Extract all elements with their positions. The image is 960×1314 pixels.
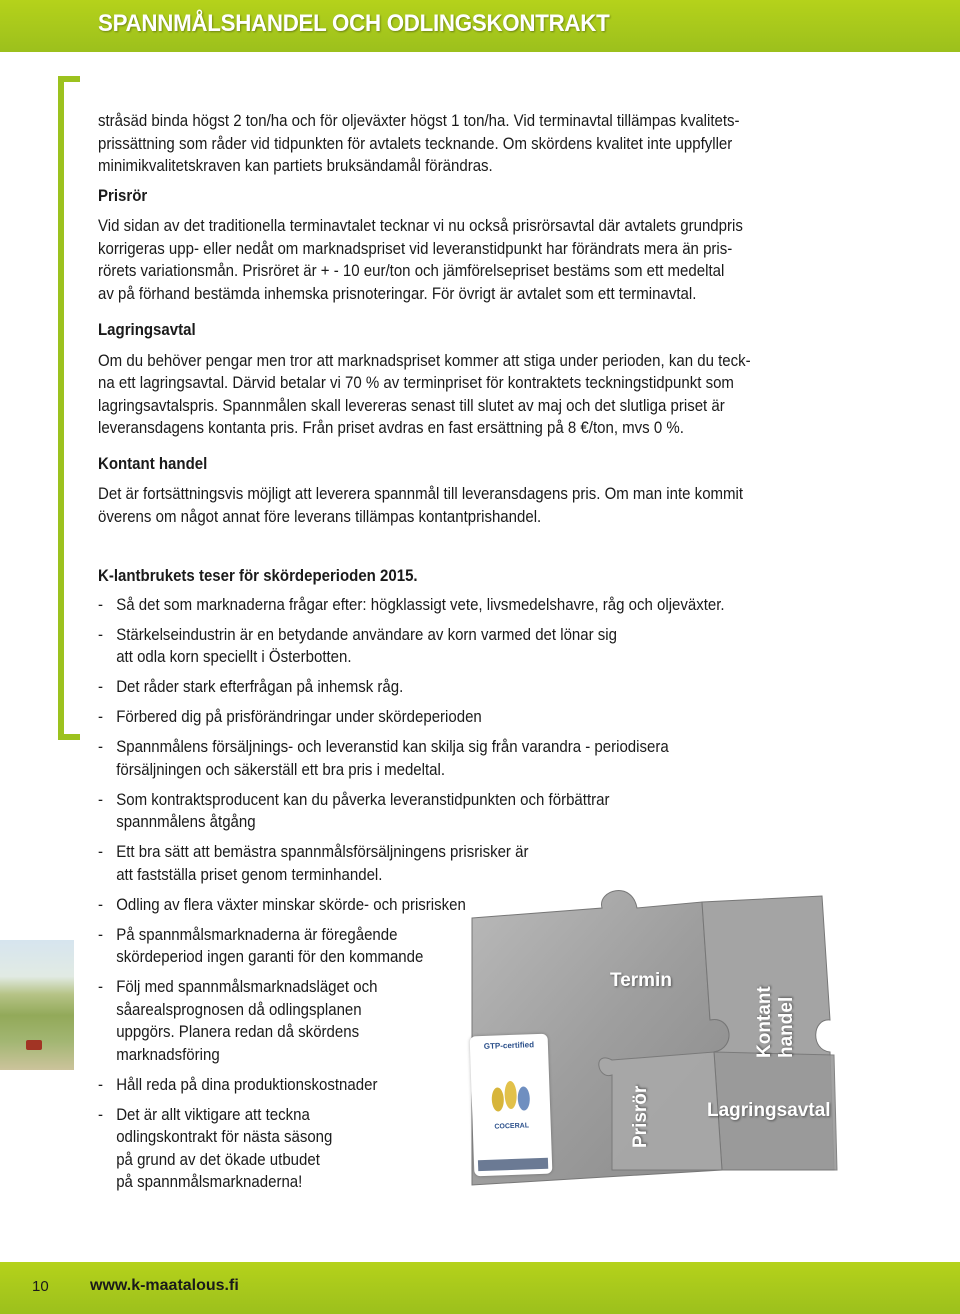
field-photo xyxy=(0,940,74,1070)
intro-line: stråsäd binda högst 2 ton/ha och för oljeväxter högst 1 ton/ha. Vid terminavtal tillämpas kvalitets- xyxy=(98,112,740,130)
list-item xyxy=(98,976,471,1066)
intro-line: minimikvalitetskraven kan partiets bruksändamål förändras. xyxy=(98,157,493,175)
puzzle-label-termin: Termin xyxy=(610,970,672,991)
list-item-text: uppgörs. Planera redan då skördens xyxy=(116,1023,360,1041)
lagringsavtal-line: Om du behöver pengar men tror att marknadspriset kommer att stiga under perioden, kan du teck- xyxy=(98,351,751,370)
list-item-text: Förbered dig på prisförändringar under skördeperioden xyxy=(116,708,482,726)
footer-website-link[interactable]: www.k-maatalous.fi xyxy=(90,1277,239,1294)
section-heading-lagringsavtal: Lagringsavtal xyxy=(98,321,196,339)
dash-marker: - xyxy=(98,790,104,809)
list-item xyxy=(98,736,790,781)
intro-line: prissättning som råder vid tidpunkten för avtalets tecknande. Om skördens kvalitet inte uppfyller xyxy=(98,134,733,153)
list-item xyxy=(98,676,790,699)
page-footer xyxy=(0,1262,960,1314)
certificate-card xyxy=(470,1034,553,1177)
list-item-text: Som kontraktsproducent kan du påverka leveranstidpunkten och förbättrar xyxy=(116,790,610,809)
kontant-line: Det är fortsättningsvis möjligt att leverera spannmål till leveransdagens pris. Om man inte kommit xyxy=(98,485,744,503)
tractor-image xyxy=(26,1040,42,1050)
list-item-text: Det råder stark efterfrågan på inhemsk råg. xyxy=(116,678,404,696)
list-item-text: Odling av flera växter minskar skörde- och prisrisken xyxy=(116,895,466,914)
list-item-text: odlingskontrakt för nästa säsong xyxy=(116,1128,333,1146)
puzzle-label-lagringsavtal: Lagringsavtal xyxy=(707,1100,831,1121)
list-item-text: att fastställa priset genom terminhandel. xyxy=(116,865,383,884)
prisror-line: rörets variationsmån. Prisröret är + - 10 eur/ton och jämförelsepriset bestäms som ett medeltal xyxy=(98,262,725,280)
list-item-text: spannmålens åtgång xyxy=(116,813,256,831)
list-item-text: På spannmålsmarknaderna är föregående xyxy=(116,925,398,944)
list-item-text: marknadsföring xyxy=(116,1045,220,1064)
list-item-text: Följ med spannmålsmarknadsläget och xyxy=(116,978,378,996)
certificate-logo-text: COCERAL xyxy=(494,1122,530,1131)
puzzle-piece-prisror xyxy=(599,1052,722,1170)
list-item-text: Stärkelseindustrin är en betydande användare av korn varmed det lönar sig xyxy=(116,625,617,644)
dash-marker: - xyxy=(98,895,104,914)
prisror-line: Vid sidan av det traditionella terminavtalet tecknar vi nu också prisrörsavtal där avtalets grundpris xyxy=(98,217,743,235)
list-item-text: Ett bra sätt att bemästra spannmålsförsäljningens prisrisker är xyxy=(116,843,529,861)
dash-marker: - xyxy=(98,1105,104,1124)
lagringsavtal-line: lagringsavtalspris. Spannmålen skall levereras senast till slutet av maj och det slutliga priset är xyxy=(98,396,725,415)
list-item-text: Det är allt viktigare att teckna xyxy=(116,1105,310,1124)
dash-marker: - xyxy=(98,843,104,861)
dash-marker: - xyxy=(98,925,104,944)
page-number: 10 xyxy=(32,1278,49,1295)
dash-marker: - xyxy=(98,708,104,726)
section-heading-kontant-handel: Kontant handel xyxy=(98,454,208,473)
green-bracket-decoration xyxy=(58,76,80,740)
dash-marker: - xyxy=(98,738,104,756)
list-item xyxy=(98,706,790,729)
certificate-title: GTP-certified xyxy=(483,1040,535,1051)
list-item xyxy=(98,1104,471,1194)
list-item xyxy=(98,924,471,969)
list-item-text: såarealsprognosen då odlingsplanen xyxy=(116,1000,362,1019)
page-header xyxy=(0,0,960,52)
list-item xyxy=(98,594,790,617)
wheat-logo-icon xyxy=(485,1070,537,1120)
dash-marker: - xyxy=(98,1075,104,1094)
dash-marker: - xyxy=(98,978,104,996)
list-item xyxy=(98,624,790,669)
puzzle-label-kontant-handel: Kontant handel xyxy=(754,986,797,1058)
lagringsavtal-line: na ett lagringsavtal. Därvid betalar vi 70 % av terminpriset för kontraktets teckningstidpunkt som xyxy=(98,374,734,392)
list-item xyxy=(98,1074,471,1097)
lagringsavtal-line: leveransdagens kontanta pris. Från priset avdras en fast ersättning på 8 €/ton, mvs 0 %. xyxy=(98,419,684,437)
section-heading-teser: K-lantbrukets teser för skördeperioden 2015. xyxy=(98,567,418,585)
certificate-footer xyxy=(478,1158,548,1171)
list-item xyxy=(98,789,790,834)
list-item-text: Spannmålens försäljnings- och leveranstid kan skilja sig från varandra - periodisera xyxy=(116,738,669,756)
list-item-text: på grund av det ökade utbudet xyxy=(116,1150,320,1169)
puzzle-illustration xyxy=(432,870,852,1200)
list-item-text: Så det som marknaderna frågar efter: högklassigt vete, livsmedelshavre, råg och oljeväxter. xyxy=(116,595,725,614)
section-heading-prisror: Prisrör xyxy=(98,186,148,205)
kontant-line: överens om något annat före leverans tillämpas kontantprishandel. xyxy=(98,507,542,526)
puzzle-label-prisror: Prisrör xyxy=(630,1085,651,1148)
dash-marker: - xyxy=(98,678,104,696)
list-item-text: på spannmålsmarknaderna! xyxy=(116,1173,303,1191)
page-title: SPANNMÅLSHANDEL OCH ODLINGSKONTRAKT xyxy=(98,10,610,37)
prisror-line: av på förhand bestämda inhemska prisnoteringar. För övrigt är avtalet som ett terminavtal. xyxy=(98,284,697,303)
dash-marker: - xyxy=(98,595,104,614)
list-item-text: Håll reda på dina produktionskostnader xyxy=(116,1075,378,1094)
list-item-text: försäljningen och säkerställ ett bra pris i medeltal. xyxy=(116,760,446,779)
prisror-line: korrigeras upp- eller nedåt om marknadspriset vid leveranstidpunkt har förändrats mera än pris- xyxy=(98,239,733,258)
list-item-text: att odla korn speciellt i Österbotten. xyxy=(116,648,352,666)
dash-marker: - xyxy=(98,625,104,644)
list-item-text: skördeperiod ingen garanti för den kommande xyxy=(116,948,424,966)
